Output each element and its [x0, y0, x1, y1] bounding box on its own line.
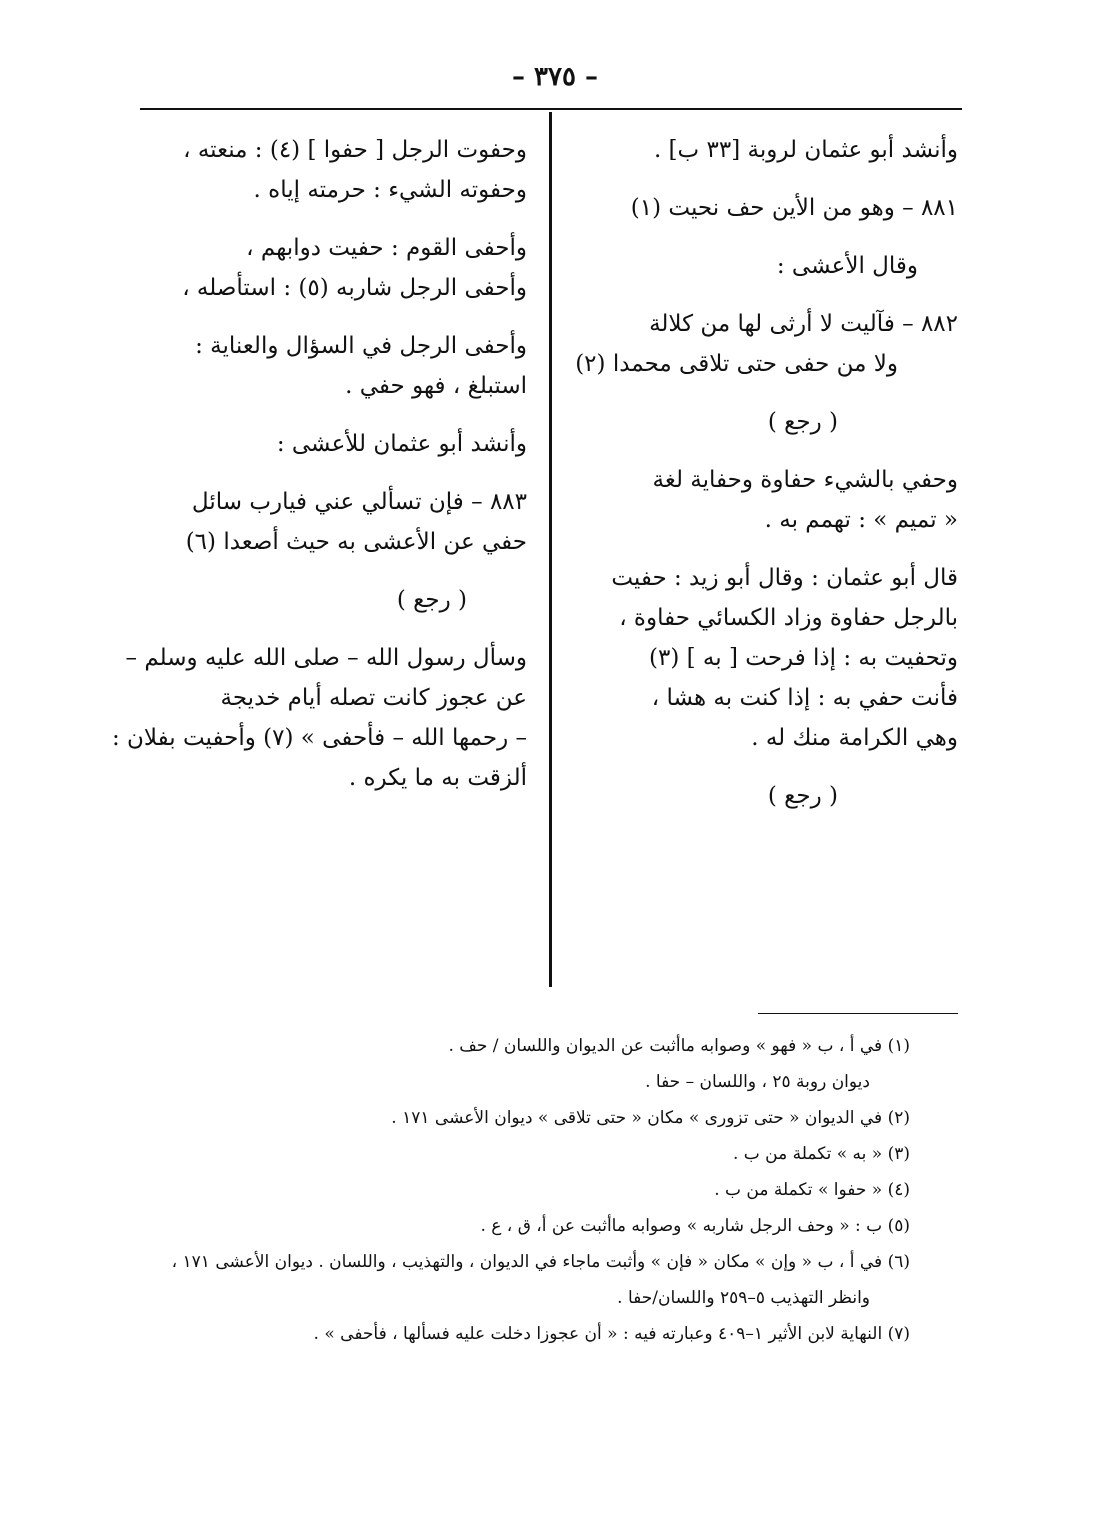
- footnote-7: (٧) النهاية لابن الأثير ١–٤٠٩ وعبارته فيه : « أن عجوزا دخلت عليه فسألها ، فأحفى » .: [313, 1324, 910, 1344]
- paragraph-line: – رحمها الله – فأحفى » (٧) وأحفيت بفلان :: [111, 725, 527, 751]
- footnote-6-continuation: وانظر التهذيب ٥–٢٥٩ واللسان/حفا .: [617, 1288, 870, 1308]
- footnotes: [150, 1028, 910, 1352]
- paragraph-line: وهي الكرامة منك له .: [751, 725, 958, 751]
- footnote-2: (٢) في الديوان « حتى تزورى » مكان « حتى تلاقى » ديوان الأعشى ١٧١ .: [391, 1108, 910, 1128]
- verse-882-line-1: ٨٨٢ – فآليت لا أرثى لها من كلالة: [649, 311, 958, 337]
- footnote-rule: [758, 1013, 958, 1014]
- verse-883-line-1: ٨٨٣ – فإن تسألي عني فيارب سائل: [191, 489, 527, 515]
- paragraph-line: قال أبو عثمان : وقال أبو زيد : حفيت: [611, 565, 958, 591]
- column-divider: [549, 112, 552, 987]
- verse-882-line-2: ولا من حفى حتى تلاقى محمدا (٢): [575, 351, 898, 377]
- paragraph-line: وسأل رسول الله – صلى الله عليه وسلم –: [125, 645, 527, 671]
- paragraph-line: « تميم » : تهمم به .: [764, 507, 958, 533]
- footnote-1: (١) في أ ، ب « فهو » وصوابه ماأثبت عن الديوان واللسان / حف .: [448, 1036, 910, 1056]
- return-marker: ( رجع ): [767, 409, 838, 435]
- paragraph-line: استبلغ ، فهو حفي .: [345, 373, 527, 399]
- paragraph-line: وأحفى القوم : حفيت دوابهم ،: [246, 235, 527, 261]
- paragraph-line: ألزقت به ما يكره .: [348, 765, 527, 791]
- paragraph-line: فأنت حفي به : إذا كنت به هشا ،: [651, 685, 958, 711]
- verse-881: ٨٨١ – وهو من الأين حف نحيت (١): [630, 195, 958, 221]
- verse-883-line-2: حفي عن الأعشى به حيث أصعدا (٦): [185, 529, 527, 555]
- footnote-5: (٥) ب : « وحف الرجل شاربه » وصوابه ماأثبت عن أ، ق ، ع .: [480, 1216, 910, 1236]
- footnote-6: (٦) في أ ، ب « وإن » مكان « فإن » وأثبت ماجاء في الديوان ، والتهذيب ، واللسان . ديوان الأعشى ١٧١ ،: [171, 1252, 910, 1272]
- paragraph-line: بالرجل حفاوة وزاد الكسائي حفاوة ،: [619, 605, 958, 631]
- intro-text: وأنشد أبو عثمان لروبة [٣٣ ب] .: [653, 137, 958, 163]
- page-number: – ٣٧٥ –: [511, 62, 599, 92]
- paragraph-line: وحفوته الشيء : حرمته إياه .: [253, 177, 527, 203]
- paragraph-line: عن عجوز كانت تصله أيام خديجة: [220, 685, 527, 711]
- footnote-4: (٤) « حفوا » تكملة من ب .: [714, 1180, 910, 1200]
- paragraph-line: وأحفى الرجل في السؤال والعناية :: [195, 333, 527, 359]
- footnote-3: (٣) « به » تكملة من ب .: [732, 1144, 910, 1164]
- footnote-1-continuation: ديوان روبة ٢٥ ، واللسان – حفا .: [645, 1072, 870, 1092]
- paragraph-line: وحفوت الرجل [ حفوا ] (٤) : منعته ،: [183, 137, 527, 163]
- paragraph-line: وتحفيت به : إذا فرحت [ به ] (٣): [649, 645, 958, 671]
- intro-883: وأنشد أبو عثمان للأعشى :: [276, 431, 527, 457]
- intro-882: وقال الأعشى :: [776, 253, 918, 279]
- paragraph-line: وحفي بالشيء حفاوة وحفاية لغة: [652, 467, 958, 493]
- paragraph-line: وأحفى الرجل شاربه (٥) : استأصله ،: [182, 275, 527, 301]
- header-rule: [140, 108, 962, 110]
- return-marker: ( رجع ): [767, 783, 838, 809]
- left-column: [111, 130, 527, 816]
- return-marker: ( رجع ): [396, 587, 467, 613]
- right-column: [570, 130, 958, 834]
